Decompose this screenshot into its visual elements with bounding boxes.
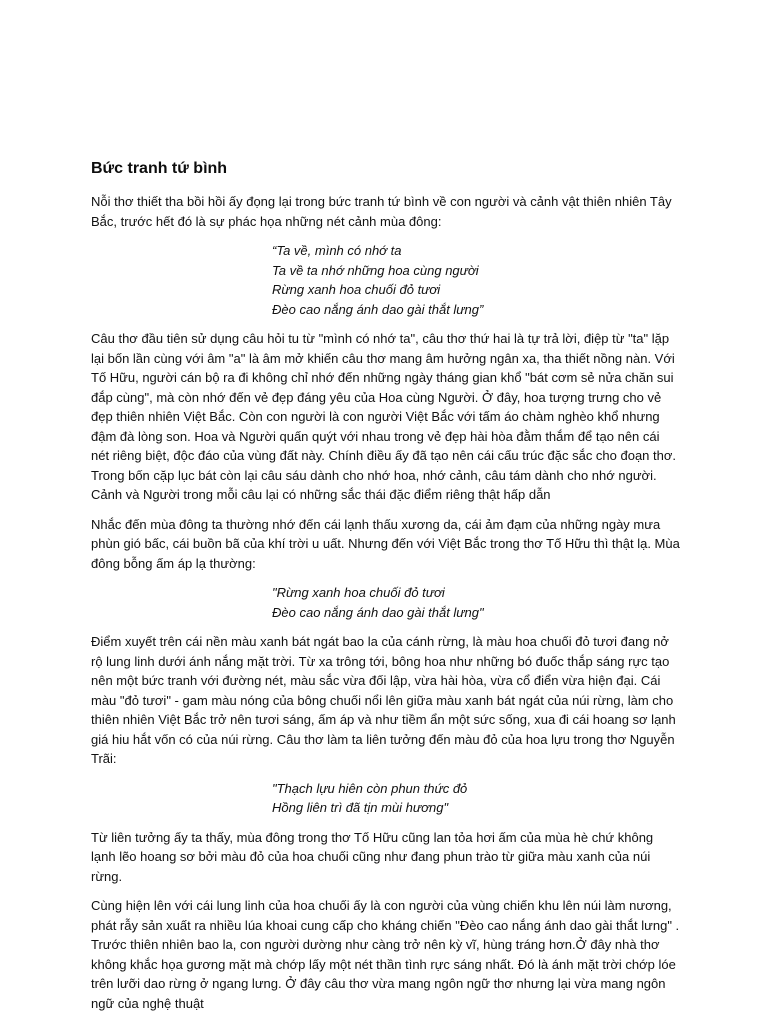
verse-line: Ta về ta nhớ những hoa cùng người: [272, 262, 479, 278]
verse-line: Rừng xanh hoa chuối đỏ tươi: [272, 282, 441, 297]
verse-line: Hồng liên trì đã tịn mùi hương": [272, 800, 449, 815]
verse-block-3: [272, 779, 681, 818]
verse-line: Đèo cao nắng ánh dao gài thắt lưng": [272, 604, 484, 620]
verse-line: “Ta về, mình có nhớ ta: [272, 243, 402, 258]
paragraph-6: Cùng hiện lên với cái lung linh của hoa chuối ấy là con người của vùng chiến khu lên núi làm nương, phát rẫy sản xuất ra nhiều lúa khoai cung cấp cho kháng chiến "Đèo cao nắng ánh dao gài thắt lưng" . Trước thiên nhiên bao la, con người dường như càng trở nên kỳ vĩ, hùng tráng hơn.Ở đây nhà thơ không khắc họa gương mặt mà chớp lấy một nét thần tình rực sáng nhất. Đó là ánh mặt trời chớp lóe trên lưỡi dao rừng ở ngang lưng. Ở đây câu thơ vừa mang ngôn ngữ thơ nhưng lại vừa mang ngôn ngữ của nghệ thuật: [91, 898, 680, 1011]
verse-line: "Thạch lựu hiên còn phun thức đỏ: [272, 780, 468, 796]
verse-line: Đèo cao nắng ánh dao gài thắt lưng”: [272, 301, 484, 317]
document-page: [91, 159, 681, 1023]
paragraph-1: Nỗi thơ thiết tha bồi hồi ấy đọng lại trong bức tranh tứ bình về con người và cảnh vật thiên nhiên Tây Bắc, trước hết đó là sự phác họa những nét cảnh mùa đông:: [91, 194, 672, 229]
paragraph-5: Từ liên tưởng ấy ta thấy, mùa đông trong thơ Tố Hữu cũng lan tỏa hơi ấm của mùa hè chứ không lạnh lẽo hoang sơ bởi màu đỏ của hoa chuối cũng như đang phun trào từ giữa màu xanh của núi rừng.: [91, 829, 654, 884]
paragraph-2: Câu thơ đầu tiên sử dụng câu hỏi tu từ "mình có nhớ ta", câu thơ thứ hai là tự trả lời, điệp từ "ta" lặp lại bốn lần cùng với âm "a" là âm mở khiến câu thơ mang âm hưởng ngân xa, tha thiết nồng nàn. Với Tố Hữu, người cán bộ ra đi không chỉ nhớ đến những ngày tháng gian khổ "bát cơm sẻ nửa chăn sui đắp cùng", mà còn nhớ đến vẻ đẹp đáng yêu của Hoa cùng Người. Ở đây, hoa tượng trưng cho vẻ đẹp thiên nhiên Việt Bắc. Còn con người là con người Việt Bắc với tấm áo chàm nghèo khổ nhưng đậm đà lòng son. Hoa và Người quấn quýt với nhau trong vẻ đẹp hài hòa đằm thắm để tạo nên cái nét riêng biệt, độc đáo của vùng đất này. Chính điều ấy đã tạo nên cái cấu trúc đặc sắc cho đoạn thơ. Trong bốn cặp lục bát còn lại câu sáu dành cho nhớ hoa, nhớ cảnh, câu tám dành cho nhớ người. Cảnh và Người trong mỗi câu lại có những sắc thái đặc điểm riêng thật hấp dẫn: [91, 331, 677, 502]
verse-block-2: [272, 583, 681, 622]
verse-block-1: [272, 241, 681, 319]
section-title: Bức tranh tứ bình: [91, 160, 228, 177]
verse-line: "Rừng xanh hoa chuối đỏ tươi: [272, 585, 445, 600]
paragraph-3: Nhắc đến mùa đông ta thường nhớ đến cái lạnh thấu xương da, cái ảm đạm của những ngày mưa phùn gió bấc, cái buồn bã của khí trời u uất. Nhưng đến với Việt Bắc trong thơ Tố Hữu thì thật lạ. Mùa đông bỗng ấm áp lạ thường:: [91, 516, 680, 571]
paragraph-4: Điểm xuyết trên cái nền màu xanh bát ngát bao la của cánh rừng, là màu hoa chuối đỏ tươi đang nở rộ lung linh dưới ánh nắng mặt trời. Từ xa trông tới, bông hoa như những bó đuốc thắp sáng rực tạo nên một bức tranh với đường nét, màu sắc vừa đối lập, vừa hài hòa, vừa cổ điển vừa hiện đại. Cái màu "đỏ tươi" - gam màu nóng của bông chuối nổi lên giữa màu xanh bát ngát của núi rừng, làm cho thiên nhiên Việt Bắc trở nên tươi sáng, ấm áp và như tiềm ẩn một sức sống, xua đi cái hoang sơ lạnh giá hiu hắt vốn có của núi rừng. Câu thơ làm ta liên tưởng đến màu đỏ của hoa lựu trong thơ Nguyễn Trãi:: [91, 634, 676, 766]
